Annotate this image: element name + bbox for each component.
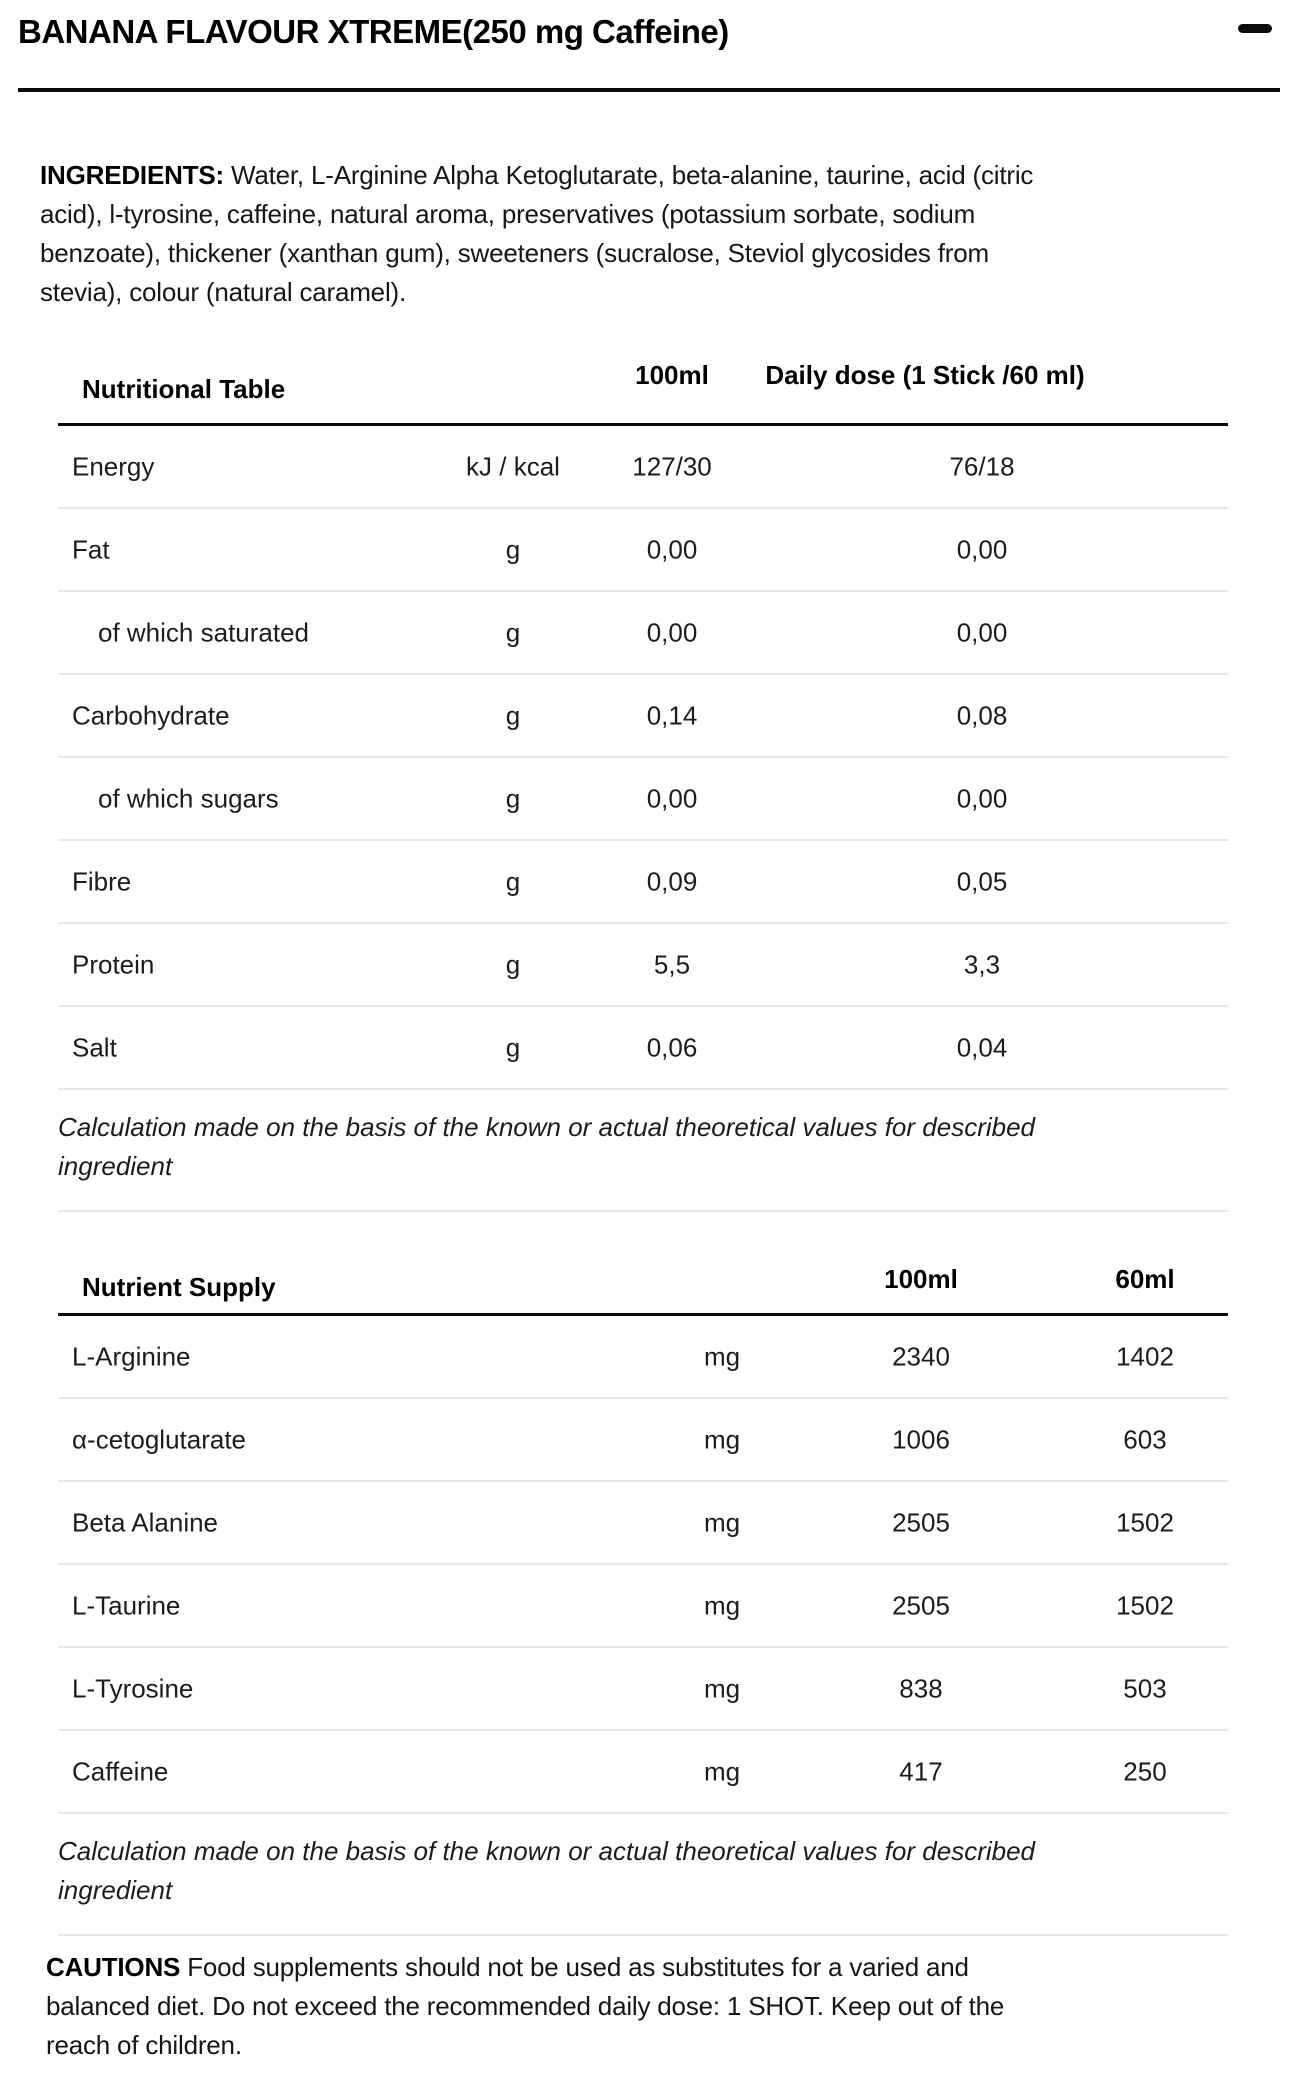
nutritional-table-header — [58, 348, 1228, 426]
nutrition-table-row — [58, 924, 1228, 1007]
nutrient-name: Energy — [72, 451, 155, 481]
nutrient-supply-row — [58, 1482, 1228, 1565]
ingredients-line: stevia), colour (natural caramel). — [40, 277, 406, 307]
column-header-daily-dose: Daily dose (1 Stick /60 ml) — [765, 360, 1085, 390]
nutrient-name: Carbohydrate — [72, 700, 230, 730]
cautions-label: CAUTIONS — [46, 1952, 181, 1982]
nutrient-unit: mg — [703, 1507, 741, 1537]
value-per-100ml: 2505 — [892, 1590, 950, 1620]
nutrient-supply-row — [58, 1399, 1228, 1482]
nutrient-supply-row — [58, 1731, 1228, 1814]
value-per-100ml: 0,00 — [646, 534, 698, 564]
nutrition-table-row — [58, 509, 1228, 592]
value-daily-dose: 0,05 — [956, 866, 1008, 896]
calculation-note-line: Calculation made on the basis of the known or actual theoretical values for described — [58, 1112, 1036, 1142]
nutrition-table-row — [58, 426, 1228, 509]
nutritional-table-body — [58, 426, 1228, 1090]
value-per-100ml: 838 — [899, 1673, 943, 1703]
calculation-note-line: ingredient — [58, 1151, 173, 1181]
calculation-note — [58, 1814, 1228, 1936]
value-per-100ml: 0,14 — [646, 700, 698, 730]
ingredients-line — [40, 156, 1238, 195]
nutrient-name: Fat — [72, 534, 110, 564]
nutrient-name: α-cetoglutarate — [72, 1424, 247, 1454]
nutrient-name: L-Tyrosine — [72, 1673, 194, 1703]
nutrient-name: Protein — [72, 949, 155, 979]
nutrition-table-row — [58, 1007, 1228, 1090]
cautions-paragraph — [46, 1948, 1258, 2065]
ingredients-text: Water, L-Arginine Alpha Ketoglutarate, beta-alanine, taurine, acid (citric — [230, 160, 1034, 190]
nutrition-table-row — [58, 758, 1228, 841]
ingredients-label: INGREDIENTS: — [40, 160, 224, 190]
ingredients-paragraph — [40, 156, 1238, 312]
value-per-60ml: 503 — [1123, 1673, 1167, 1703]
nutrient-unit: mg — [703, 1424, 741, 1454]
section-title: BANANA FLAVOUR XTREME(250 mg Caffeine) — [18, 13, 729, 50]
nutrient-unit: g — [505, 617, 521, 647]
ingredients-line: acid), l-tyrosine, caffeine, natural aroma, preservatives (potassium sorbate, sodium — [40, 199, 976, 229]
value-daily-dose: 0,08 — [956, 700, 1008, 730]
cautions-line — [46, 1948, 1258, 1987]
ingredients-line: benzoate), thickener (xanthan gum), sweeteners (sucralose, Steviol glycosides from — [40, 238, 989, 268]
nutrient-supply-title: Nutrient Supply — [82, 1272, 276, 1302]
nutrient-supply-row — [58, 1316, 1228, 1399]
nutrient-unit: mg — [703, 1673, 741, 1703]
nutrition-table-row — [58, 841, 1228, 924]
value-daily-dose: 0,00 — [956, 617, 1008, 647]
nutrient-name: Fibre — [72, 866, 132, 896]
value-per-60ml: 1502 — [1116, 1507, 1174, 1537]
value-per-100ml: 0,06 — [646, 1032, 698, 1062]
value-per-100ml: 0,00 — [646, 783, 698, 813]
value-daily-dose: 0,00 — [956, 783, 1008, 813]
cautions-line: balanced diet. Do not exceed the recommended daily dose: 1 SHOT. Keep out of the — [46, 1991, 1005, 2021]
nutrient-unit: g — [505, 1032, 521, 1062]
nutrient-supply-header — [58, 1260, 1228, 1316]
nutrient-unit: g — [505, 866, 521, 896]
value-per-100ml: 0,09 — [646, 866, 698, 896]
nutrient-unit: mg — [703, 1590, 741, 1620]
nutrition-table-row — [58, 675, 1228, 758]
nutrient-unit: mg — [703, 1341, 741, 1371]
value-per-100ml: 2340 — [892, 1341, 950, 1371]
nutrient-unit: g — [505, 534, 521, 564]
column-header-60ml: 60ml — [1115, 1264, 1175, 1294]
value-daily-dose: 76/18 — [949, 451, 1015, 481]
value-per-100ml: 1006 — [892, 1424, 950, 1454]
value-per-100ml: 2505 — [892, 1507, 950, 1537]
nutrient-unit: kJ / kcal — [466, 451, 560, 481]
nutrient-name: L-Arginine — [72, 1341, 191, 1371]
nutritional-table — [58, 348, 1228, 1212]
nutrient-name: Salt — [72, 1032, 117, 1062]
nutrient-supply-body — [58, 1316, 1228, 1814]
value-per-100ml: 0,00 — [646, 617, 698, 647]
value-per-60ml: 1402 — [1116, 1341, 1174, 1371]
value-per-60ml: 1502 — [1116, 1590, 1174, 1620]
nutrient-unit: g — [505, 700, 521, 730]
header-divider — [18, 88, 1280, 92]
nutrient-unit: mg — [703, 1756, 741, 1786]
value-daily-dose: 0,00 — [956, 534, 1008, 564]
calculation-note-line: ingredient — [58, 1875, 173, 1905]
nutrient-supply-row — [58, 1565, 1228, 1648]
nutrient-unit: g — [505, 949, 521, 979]
calculation-note-line: Calculation made on the basis of the known or actual theoretical values for described — [58, 1836, 1036, 1866]
calculation-note — [58, 1090, 1228, 1212]
nutrient-name: of which saturated — [98, 617, 310, 647]
collapse-minus-icon[interactable] — [1238, 24, 1272, 33]
value-daily-dose: 3,3 — [963, 949, 1001, 979]
nutrient-name: L-Taurine — [72, 1590, 181, 1620]
column-header-100ml: 100ml — [884, 1264, 958, 1294]
value-per-100ml: 417 — [899, 1756, 943, 1786]
nutrient-name: of which sugars — [98, 783, 279, 813]
nutrient-supply-row — [58, 1648, 1228, 1731]
cautions-line: reach of children. — [46, 2030, 242, 2060]
value-per-100ml: 127/30 — [632, 451, 712, 481]
nutrient-supply-table — [58, 1260, 1228, 1936]
nutrition-table-row — [58, 592, 1228, 675]
value-per-60ml: 250 — [1123, 1756, 1167, 1786]
accordion-header[interactable] — [0, 0, 1298, 88]
nutrient-name: Beta Alanine — [72, 1507, 219, 1537]
column-header-100ml: 100ml — [635, 360, 709, 390]
nutritional-table-title: Nutritional Table — [82, 374, 286, 404]
nutrient-name: Caffeine — [72, 1756, 169, 1786]
value-per-60ml: 603 — [1123, 1424, 1167, 1454]
value-daily-dose: 0,04 — [956, 1032, 1008, 1062]
cautions-text: Food supplements should not be used as substitutes for a varied and — [187, 1952, 969, 1982]
value-per-100ml: 5,5 — [653, 949, 691, 979]
nutrient-unit: g — [505, 783, 521, 813]
